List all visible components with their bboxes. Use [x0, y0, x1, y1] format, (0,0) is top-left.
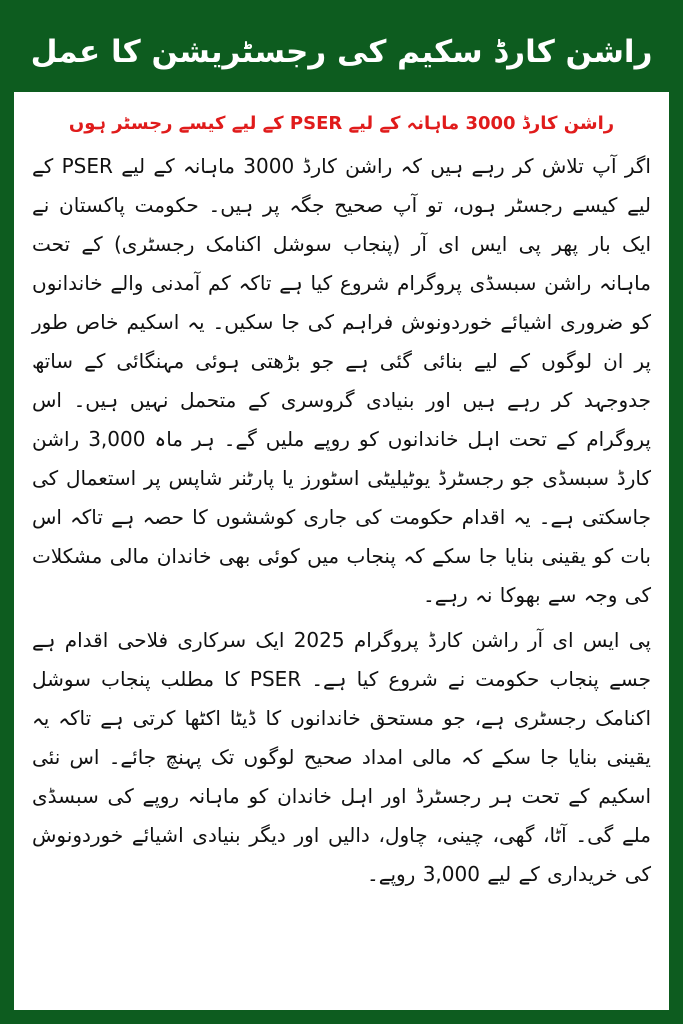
- article-paragraph: اگر آپ تلاش کر رہے ہیں کہ راشن کارڈ 3000 ماہانہ کے لیے PSER کے لیے کیسے رجسٹر ہوں، تو آپ صحیح جگہ پر ہیں۔ حکومت پاکستان نے ایک بار پھر پی ایس ای آر (پنجاب سوشل اکنامک رجسٹری) کے تحت ماہانہ راشن سبسڈی پروگرام شروع کیا ہے تاکہ کم آمدنی والے خاندانوں کو ضروری اشیائے خوردونوش فراہم کی جا سکیں۔ یہ اسکیم خاص طور پر ان لوگوں کے لیے بنائی گئی ہے جو بڑھتی ہوئی مہنگائی کے ساتھ جدوجہد کر رہے ہیں اور بنیادی گروسری کے متحمل نہیں ہیں۔ اس پروگرام کے تحت اہل خاندانوں کو روپے ملیں گے۔ ہر ماہ 3,000 راشن کارڈ سبسڈی جو رجسٹرڈ یوٹیلیٹی اسٹورز یا پارٹنر شاپس پر استعمال کی جاسکتی ہے۔ یہ اقدام حکومت کی جاری کوششوں کا حصہ ہے تاکہ اس بات کو یقینی بنایا جا سکے کہ پنجاب میں کوئی بھی خاندان مالی مشکلات کی وجہ سے بھوکا نہ رہے۔: [32, 154, 651, 607]
- page-title: راشن کارڈ سکیم کی رجسٹریشن کا عمل: [30, 34, 653, 71]
- article-subtitle: راشن کارڈ 3000 ماہانہ کے لیے PSER کے لیے کیسے رجسٹر ہوں: [68, 113, 615, 134]
- article-paragraph: پی ایس ای آر راشن کارڈ پروگرام 2025 ایک سرکاری فلاحی اقدام ہے جسے پنجاب حکومت نے شروع کیا ہے۔ PSER کا مطلب پنجاب سوشل اکنامک رجسٹری ہے، جو مستحق خاندانوں کا ڈیٹا اکٹھا کرتی ہے تاکہ یہ یقینی بنایا جا سکے کہ مالی امداد صحیح لوگوں تک پہنچ جائے۔ اس نئی اسکیم کے تحت ہر رجسٹرڈ اور اہل خاندان کو ماہانہ روپے کی سبسڈی ملے گی۔ آٹا، گھی، چینی، چاول، دالیں اور دیگر بنیادی اشیائے خوردونوش کی خریداری کے لیے 3,000 روپے۔: [32, 628, 651, 886]
- header-banner: [14, 14, 669, 92]
- article-content: [14, 92, 669, 1010]
